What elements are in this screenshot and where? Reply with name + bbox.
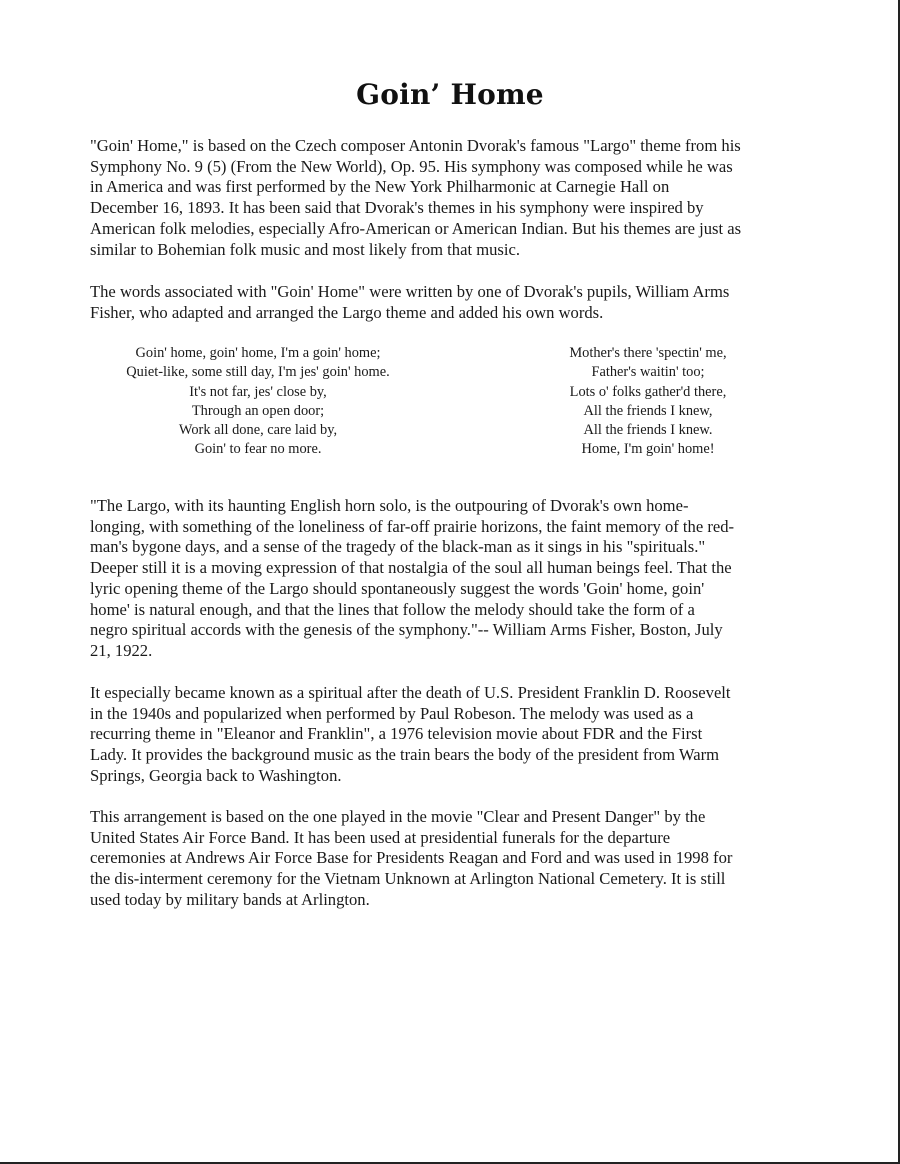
words-intro-paragraph: [90, 282, 816, 323]
text-line: recurring theme in "Eleanor and Franklin", a 1976 television movie about FDR and the First: [90, 724, 703, 744]
text-line: ceremonies at Andrews Air Force Base for Presidents Reagan and Ford and was used in 1998 for: [90, 848, 733, 868]
lyrics-verse-right: [468, 344, 828, 460]
lyric-line: It's not far, jes' close by,: [189, 383, 327, 400]
text-line: "The Largo, with its haunting English horn solo, is the outpouring of Dvorak's own home-: [90, 496, 689, 515]
text-line: used today by military bands at Arlington.: [90, 889, 370, 909]
text-line: December 16, 1893. It has been said that Dvorak's themes in his symphony were inspired by: [90, 198, 704, 218]
text-line: man's bygone days, and a sense of the tragedy of the black-man as it sings in his "spirituals.": [90, 537, 706, 557]
text-line: the dis-interment ceremony for the Vietnam Unknown at Arlington National Cemetery. It is still: [90, 869, 726, 889]
text-line: "Goin' Home," is based on the Czech composer Antonin Dvorak's famous "Largo" theme from his: [90, 136, 741, 155]
text-line: The words associated with "Goin' Home" were written by one of Dvorak's pupils, William Arms: [90, 282, 730, 301]
text-line: United States Air Force Band. It has been used at presidential funerals for the departure: [90, 827, 671, 847]
lyrics-verse-left: [78, 344, 438, 460]
lyric-line: All the friends I knew,: [583, 402, 713, 419]
text-line: Symphony No. 9 (5) (From the New World), Op. 95. His symphony was composed while he was: [90, 156, 733, 176]
text-line: home' is natural enough, and that the lines that follow the melody should take the form of a: [90, 599, 695, 619]
text-line: American folk melodies, especially Afro-American or American Indian. But his themes are just as: [90, 218, 742, 238]
text-line: Deeper still it is a moving expression of that nostalgia of the soul all human beings feel. That the: [90, 558, 732, 578]
text-line: negro spiritual accords with the genesis of the symphony."-- William Arms Fisher, Boston, July: [90, 620, 723, 640]
text-line: Fisher, who adapted and arranged the Largo theme and added his own words.: [90, 302, 604, 322]
text-line: Springs, Georgia back to Washington.: [90, 765, 342, 785]
lyric-line: Goin' to fear no more.: [194, 441, 322, 458]
fisher-quote-paragraph: [90, 496, 816, 662]
text-line: This arrangement is based on the one played in the movie "Clear and Present Danger" by the: [90, 807, 706, 826]
lyric-line: Lots o' folks gather'd there,: [569, 383, 727, 400]
lyric-line: Work all done, care laid by,: [178, 422, 338, 439]
lyric-line: Goin' home, goin' home, I'm a goin' home;: [135, 345, 381, 361]
lyric-line: Mother's there 'spectin' me,: [569, 345, 727, 361]
spiritual-paragraph: [90, 683, 816, 787]
lyric-line: Through an open door;: [191, 402, 325, 419]
lyric-line: All the friends I knew.: [583, 422, 713, 439]
lyric-line: Home, I'm goin' home!: [581, 441, 715, 458]
text-line: in the 1940s and popularized when performed by Paul Robeson. The melody was used as a: [90, 703, 694, 723]
lyric-line: Quiet-like, some still day, I'm jes' goin' home.: [126, 364, 390, 381]
text-line: 21, 1922.: [90, 640, 153, 660]
text-line: It especially became known as a spiritual after the death of U.S. President Franklin D. Roosevelt: [90, 683, 731, 702]
text-line: longing, with something of the loneliness of far-off prairie horizons, the faint memory of the red-: [90, 516, 735, 536]
intro-paragraph: [90, 136, 816, 260]
text-line: in America and was first performed by the New York Philharmonic at Carnegie Hall on: [90, 177, 670, 197]
text-line: Lady. It provides the background music as the train bears the body of the president from Warm: [90, 745, 720, 765]
arrangement-paragraph: [90, 807, 816, 911]
text-line: lyric opening theme of the Largo should spontaneously suggest the words 'Goin' home, goin': [90, 578, 705, 598]
page-title: Goin’ Home: [356, 78, 544, 111]
lyric-line: Father's waitin' too;: [591, 364, 705, 381]
text-line: similar to Bohemian folk music and most likely from that music.: [90, 239, 520, 259]
